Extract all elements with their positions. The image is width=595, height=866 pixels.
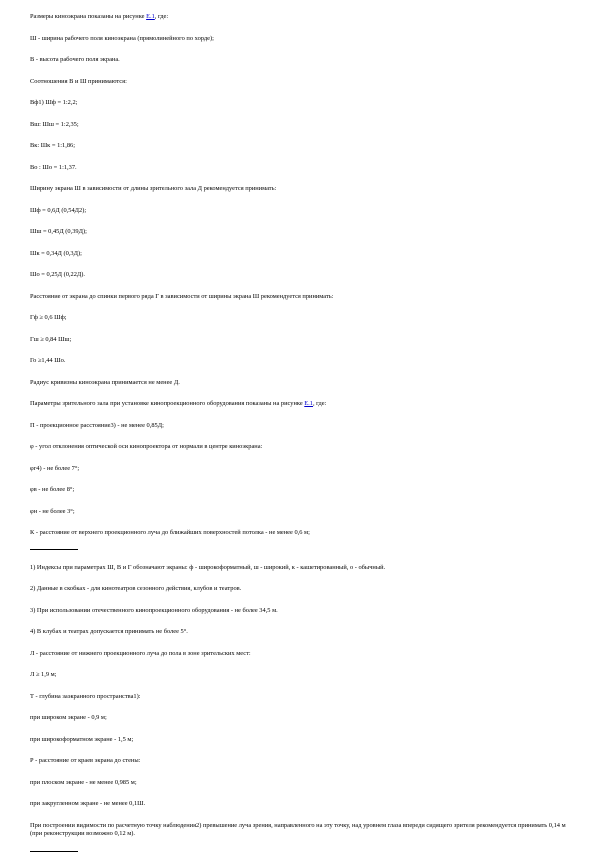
paragraph: φг4) - не более 7°; <box>30 464 80 472</box>
paragraph: Шк = 0,34Д (0,3Д); <box>30 249 82 257</box>
paragraph: Л - расстояние от нижнего проекционного луча до пола в зоне зрительских мест: <box>30 649 251 657</box>
paragraph-text: Параметры зрительного зала при установке кинопроекционного оборудования показаны на рисунке <box>30 400 305 407</box>
paragraph: 4) В клубах и театрах допускается принимать не более 5°. <box>30 628 188 635</box>
main-paragraphs <box>30 13 570 537</box>
paragraph: при закругленном экране - не менее 0,1Ш. <box>30 800 146 807</box>
paragraph <box>30 400 570 408</box>
paragraph: при широкоформатном экране - 1,5 м; <box>30 735 134 743</box>
paragraph: 2) Данные в скобках - для кинотеатров сезонного действия, клубов и театров. <box>30 585 242 592</box>
paragraph: 3) При использовании отечественного кинопроекционного оборудования - не более 34,5 м. <box>30 606 278 614</box>
paragraph: Л ≥ 1,9 м; <box>30 671 57 678</box>
paragraph: Вк: Шк = 1:1,86; <box>30 142 76 149</box>
paragraph: Шф = 0,6Д (0,54Д2); <box>30 206 87 214</box>
paragraph: Ширину экрана Ш в зависимости от длины зрительного зала Д рекомендуется принимать: <box>30 185 277 192</box>
paragraph: φн - не более 3°; <box>30 507 75 515</box>
paragraph: 1) Индексы при параметрах Ш, В и Г обозначают экраны: ф - широкоформатный, ш - широкий, к - кашетированный, о - обычный. <box>30 563 386 571</box>
paragraph: Шо = 0,25Д (0,22Д). <box>30 271 85 278</box>
paragraph: П - проекционное расстояние3) - не менее 0,85Д; <box>30 421 164 429</box>
paragraph: Во : Шо = 1:1,37. <box>30 163 77 171</box>
paragraph: φв - не более 8°; <box>30 486 75 493</box>
paragraph <box>30 13 570 21</box>
paragraph: Го ≥1,44 Шо. <box>30 357 66 364</box>
paragraph: К - расстояние от верхнего проекционного луча до ближайших поверхностей потолка - не менее 0,6 м; <box>30 529 310 536</box>
paragraph: Ш - ширина рабочего поля киноэкрана (прямолинейного по хорде); <box>30 34 214 42</box>
paragraph: при широком экране - 0,9 м; <box>30 714 107 721</box>
paragraph: Вш: Шш = 1:2,35; <box>30 120 79 128</box>
figure-link[interactable]: Е.1 <box>146 13 155 20</box>
document-body <box>30 13 570 866</box>
paragraph: Радиус кривизны киноэкрана принимается не менее Д. <box>30 378 180 386</box>
paragraph-text: , где: <box>312 400 327 407</box>
figure-link[interactable]: Е.1 <box>304 400 313 407</box>
paragraph: при плоском экране - не менее 0,985 м; <box>30 778 137 786</box>
paragraph: Р - расстояние от краев экрана до стены: <box>30 757 141 764</box>
paragraph-text: , где: <box>154 13 169 20</box>
paragraph-text: Размеры киноэкрана показаны на рисунке <box>30 13 147 20</box>
paragraph: Гф ≥ 0,6 Шф; <box>30 314 67 321</box>
footnote-separator-bottom <box>30 851 78 852</box>
paragraph: Расстояние от экрана до спинки первого ряда Г в зависимости от ширины экрана Ш рекомендуется принимать: <box>30 292 334 300</box>
paragraph: Гш ≥ 0,84 Шш; <box>30 335 72 343</box>
paragraph: φ - угол отклонения оптической оси кинопроектора от нормали в центре киноэкрана: <box>30 443 263 450</box>
paragraph: Вф1) Шф = 1:2,2; <box>30 99 78 106</box>
footnote-paragraphs <box>30 564 570 809</box>
paragraph: Соотношения В и Ш принимаются: <box>30 77 127 85</box>
paragraph: Т - глубина заэкранного пространства1): <box>30 692 141 700</box>
paragraph: В - высота рабочего поля экрана. <box>30 56 120 63</box>
sightline-paragraph: При построении видимости по расчетную точку наблюдения2) превышение луча зрения, направленного на эту точку, над уровнем глаза впереди сидящего зрителя рекомендуется принимать 0,14 м (при реконструкции возможно 0,12 м). <box>30 821 566 838</box>
footnote-separator <box>30 549 78 550</box>
paragraph: Шш = 0,45Д (0,39Д); <box>30 228 87 235</box>
